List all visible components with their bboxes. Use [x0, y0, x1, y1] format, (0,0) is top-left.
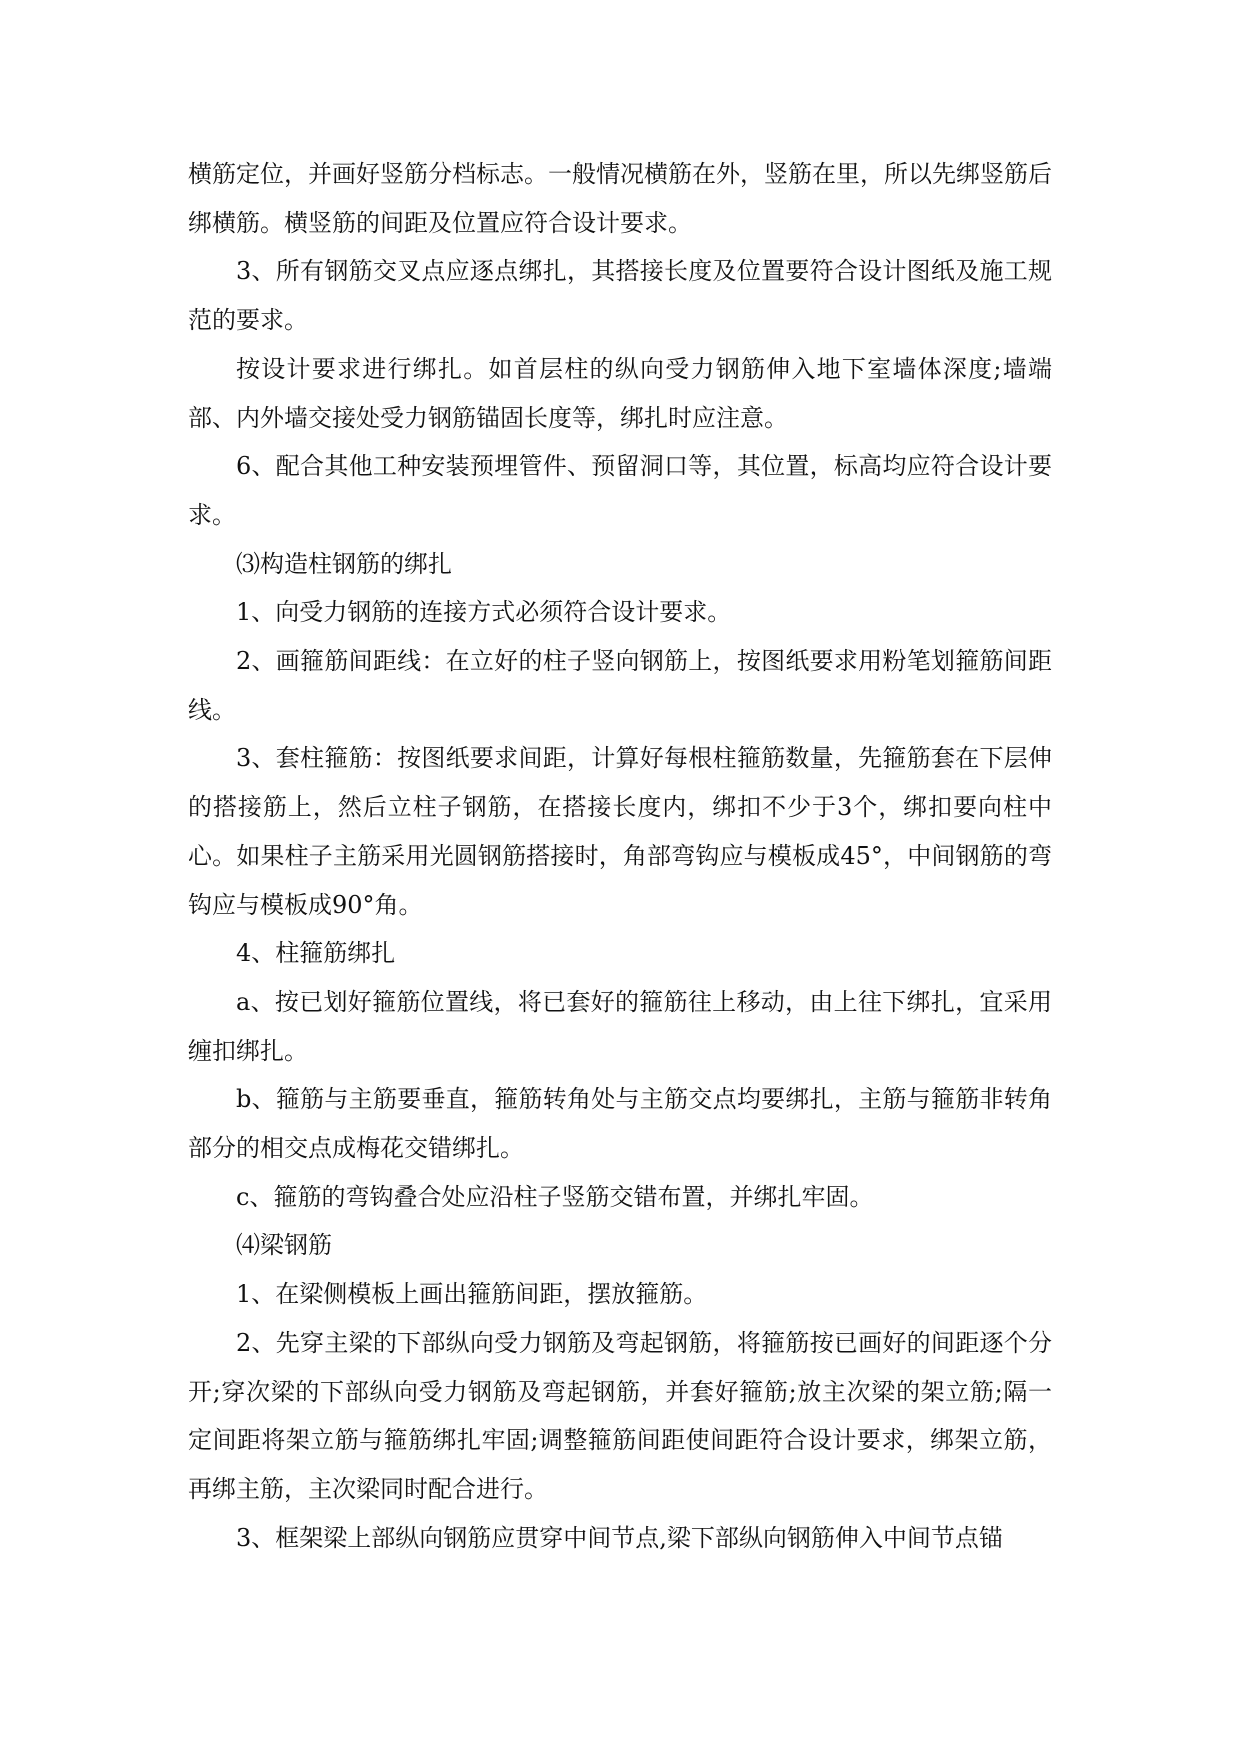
paragraph-6: 1、向受力钢筋的连接方式必须符合设计要求。: [236, 598, 732, 627]
paragraph-15: 2、先穿主梁的下部纵向受力钢筋及弯起钢筋，将箍筋按已画好的间距逐个分开;穿次梁的下部纵向受力钢筋及弯起钢筋，并套好箍筋;放主次梁的架立筋;隔一定间距将架立筋与箍筋绑扎牢固;调整箍筋间距使间距符合设计要求，绑架立筋，再绑主筋，主次梁同时配合进行。: [188, 1328, 1052, 1503]
paragraph-1: 横筋定位，并画好竖筋分档标志。一般情况横筋在外，竖筋在里，所以先绑竖筋后绑横筋。横竖筋的间距及位置应符合设计要求。: [188, 160, 1052, 237]
section-heading-beam-rebar: ⑷梁钢筋: [236, 1231, 332, 1260]
subheading-stirrup-binding: 4、柱箍筋绑扎: [236, 939, 396, 968]
paragraph-2: 3、所有钢筋交叉点应逐点绑扎，其搭接长度及位置要符合设计图纸及施工规范的要求。: [188, 257, 1052, 335]
paragraph-14: 1、在梁侧模板上画出箍筋间距，摆放箍筋。: [236, 1280, 708, 1309]
paragraph-10: a、按已划好箍筋位置线，将已套好的箍筋往上移动，由上往下绑扎，宜采用缠扣绑扎。: [188, 987, 1052, 1065]
paragraph-11: b、箍筋与主筋要垂直，箍筋转角处与主筋交点均要绑扎，主筋与箍筋非转角部分的相交点成梅花交错绑扎。: [188, 1085, 1052, 1163]
paragraph-8: 3、套柱箍筋：按图纸要求间距，计算好每根柱箍筋数量，先箍筋套在下层伸的搭接筋上，然后立柱子钢筋，在搭接长度内，绑扣不少于3个，绑扣要向柱中心。如果柱子主筋采用光圆钢筋搭接时，角部弯钩应与模板成45°，中间钢筋的弯钩应与模板成90°角。: [188, 744, 1052, 919]
section-heading-column-rebar: ⑶构造柱钢筋的绑扎: [236, 549, 452, 578]
paragraph-7: 2、画箍筋间距线：在立好的柱子竖向钢筋上，按图纸要求用粉笔划箍筋间距线。: [188, 647, 1052, 724]
paragraph-4: 6、配合其他工种安装预埋管件、预留洞口等，其位置，标高均应符合设计要求。: [188, 452, 1052, 529]
paragraph-12: c、箍筋的弯钩叠合处应沿柱子竖筋交错布置，并绑扎牢固。: [236, 1182, 874, 1211]
paragraph-16: 3、框架梁上部纵向钢筋应贯穿中间节点,梁下部纵向钢筋伸入中间节点锚: [236, 1523, 1003, 1552]
document-page: [188, 150, 1052, 1562]
paragraph-3: 按设计要求进行绑扎。如首层柱的纵向受力钢筋伸入地下室墙体深度;墙端部、内外墙交接处受力钢筋锚固长度等，绑扎时应注意。: [188, 354, 1052, 432]
